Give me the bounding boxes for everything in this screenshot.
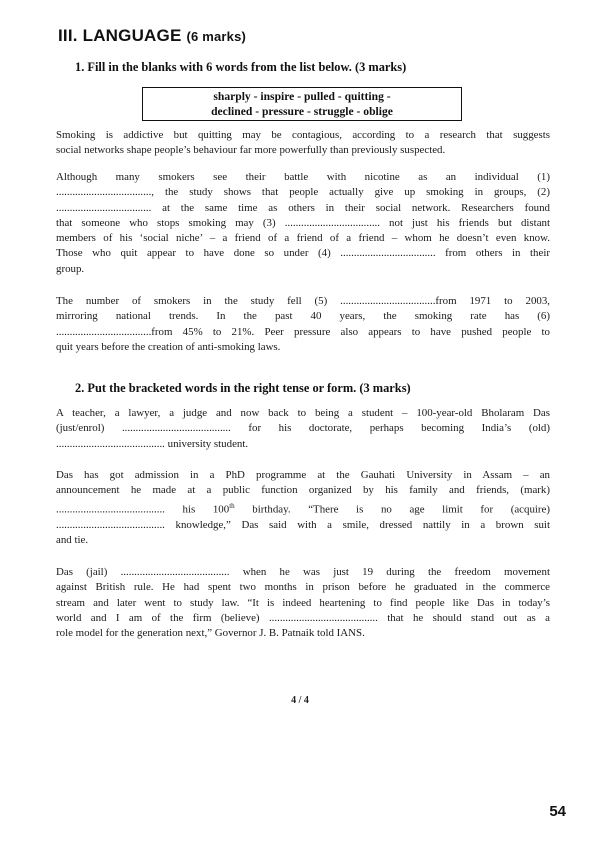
- q2-p1-line: (just/enrol) ........................................ for his doctorate, perhaps becoming India’s (old): [56, 422, 550, 435]
- q2-p3-line: stream and later went to study law. “It is indeed heartening to find people like Das in today’s: [56, 596, 550, 609]
- word-list-line-1: sharply - inspire - pulled - quitting -: [213, 90, 391, 103]
- q2-paragraph-3: [56, 565, 550, 641]
- q2-p2-line: ........................................ knowledge,” Das said with a smile, dressed nattily in a brown suit: [56, 518, 550, 531]
- section-marks: (6 marks): [186, 29, 247, 44]
- q2-p2-line-3-start: ........................................ his 100: [56, 503, 230, 516]
- q1-p2-line: Those who quit appear to have done so under (4) ................................... from others in their: [56, 247, 550, 260]
- q1-p2-line: members of his ‘social niche’ – a friend of a friend of a friend – whom he doesn’t even know.: [56, 232, 550, 245]
- q1-p1-line: Smoking is addictive but quitting may be contagious, according to a research that suggests: [56, 129, 550, 141]
- q1-paragraph-3: [56, 294, 550, 355]
- q2-p2-line-with-superscript: [56, 499, 550, 518]
- q1-p2-line: group.: [56, 262, 85, 275]
- page-of-indicator: 4 / 4: [291, 695, 309, 706]
- q1-paragraph-2: [56, 170, 550, 277]
- word-list-box: [142, 87, 462, 121]
- question-2-title: 2. Put the bracketed words in the right tense or form. (3 marks): [75, 381, 411, 395]
- q2-p2-line-3-end: birthday. “There is no age limit for (acquire): [234, 503, 550, 516]
- q2-p3-line: Das (jail) ........................................ when he was just 19 during the freedom movement: [56, 566, 550, 578]
- word-list-line-2: declined - pressure - struggle - oblige: [211, 105, 393, 118]
- q2-p3-line: world and I am of the firm (believe) ........................................ that he should stand out as a: [56, 611, 550, 624]
- q2-p1-line: ........................................ university student.: [56, 437, 249, 450]
- q2-p3-line: against British rule. He had spent two months in prison before he graduated in the commerce: [56, 581, 550, 594]
- section-title-text: III. LANGUAGE: [58, 26, 182, 45]
- q1-p2-line: ..................................., the study shows that people actually give up smoking in groups, (2): [56, 186, 550, 199]
- section-heading: [58, 26, 246, 46]
- q1-p3-line: quit years before the creation of anti-smoking laws.: [56, 340, 281, 353]
- q1-p3-line: The number of smokers in the study fell (5) ...................................from 1971 to 2003,: [56, 295, 550, 307]
- q1-p2-line: that someone who stops smoking may (3) ................................... not just his friends but distant: [56, 216, 550, 229]
- ordinal-superscript: th: [229, 501, 235, 510]
- q1-p3-line: ...................................from 45% to 21%. Peer pressure also appears to have pushed people to: [56, 325, 550, 338]
- q2-paragraph-1: [56, 406, 550, 452]
- q1-p2-line: Although many smokers see their battle with nicotine as an individual (1): [56, 171, 550, 183]
- q1-p3-line: mirroring national trends. In the past 40 years, the smoking rate has (6): [56, 310, 550, 323]
- folio-number: 54: [549, 803, 566, 820]
- q1-paragraph-1: [56, 128, 550, 159]
- q2-p3-line: role model for the generation next,” Governor J. B. Patnaik told IANS.: [56, 627, 365, 640]
- q2-p1-line: A teacher, a lawyer, a judge and now back to being a student – 100-year-old Bholaram Das: [56, 407, 550, 419]
- q2-paragraph-2: [56, 468, 550, 548]
- q1-p2-line: ................................... at the same time as others in their social network. Researchers found: [56, 201, 550, 214]
- q1-p1-line: social networks shape people’s behaviour far more powerfully than previously suspected.: [56, 144, 446, 157]
- question-1-title: 1. Fill in the blanks with 6 words from the list below. (3 marks): [75, 60, 407, 74]
- q2-p2-line: and tie.: [56, 533, 89, 546]
- q2-p2-line: Das has got admission in a PhD programme at the Gauhati University in Assam – an: [56, 469, 550, 481]
- q2-p2-line: announcement he made at a public function organized by his family and friends, (mark): [56, 484, 550, 497]
